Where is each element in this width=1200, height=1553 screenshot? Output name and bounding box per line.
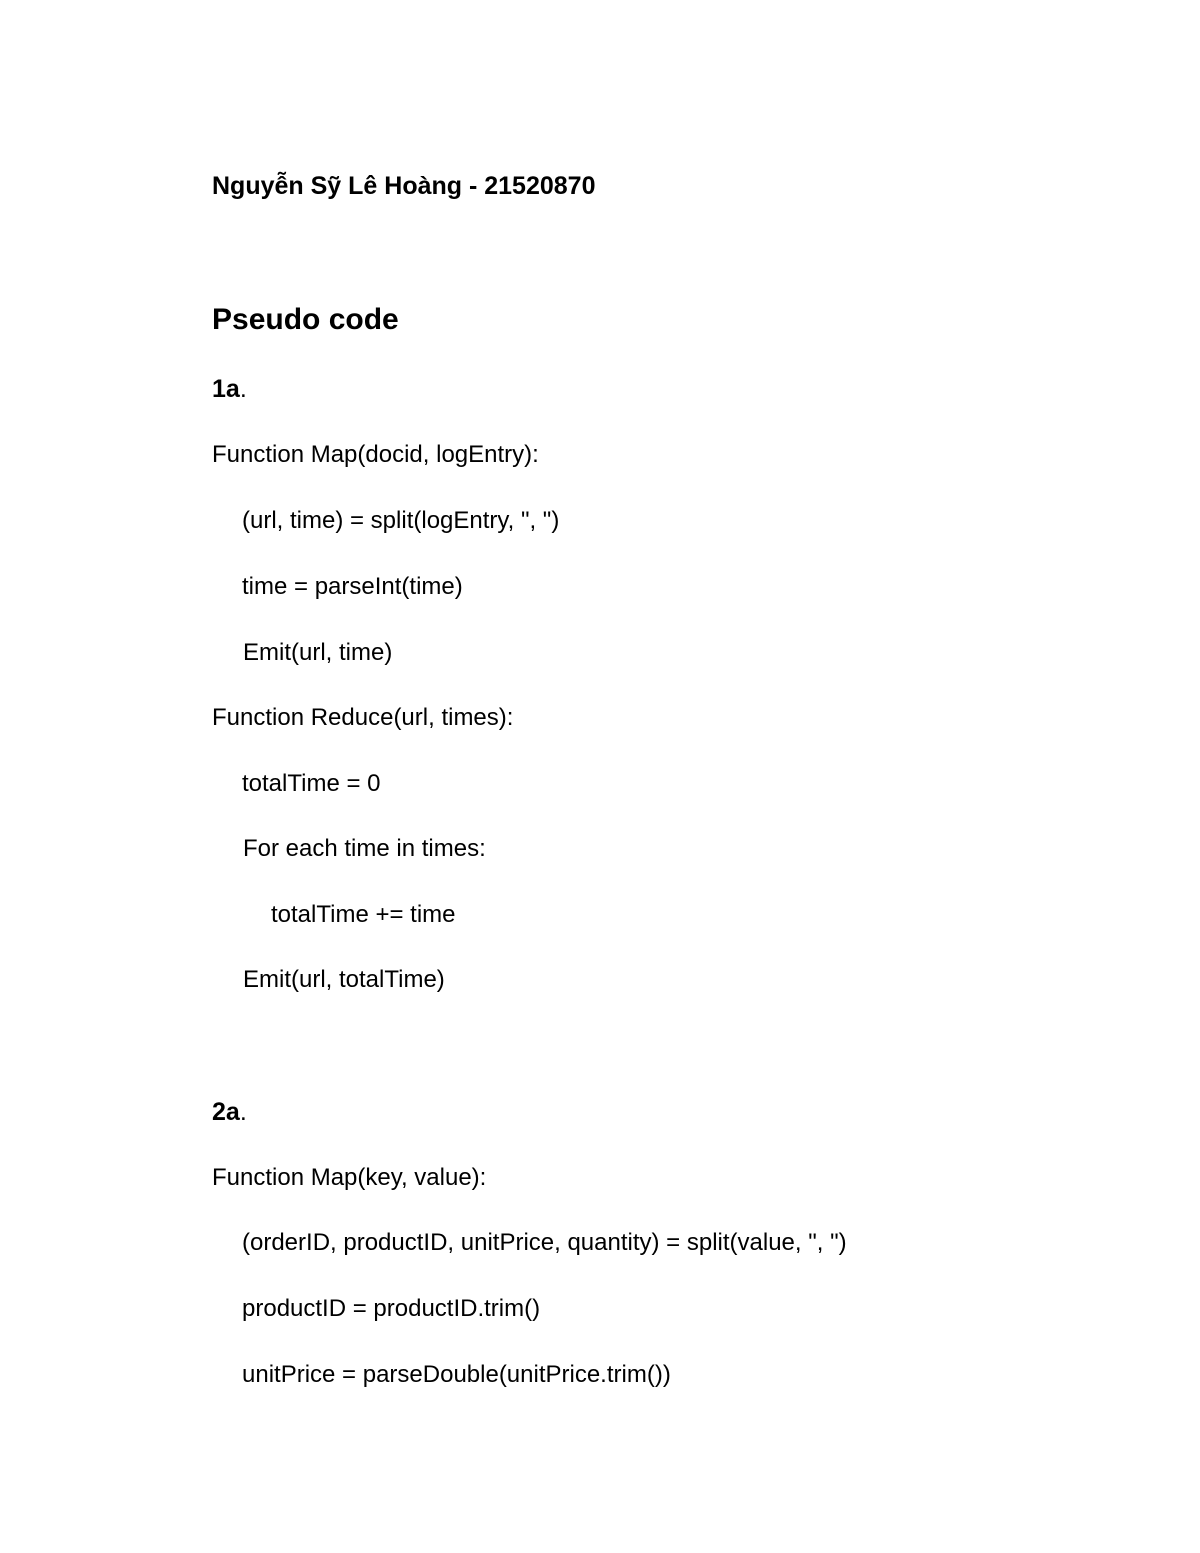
code-line: Emit(url, totalTime) [243,966,445,993]
code-line: Emit(url, time) [243,639,393,666]
page-heading: Pseudo code [212,303,399,336]
code-line: Function Map(key, value): [212,1164,487,1191]
code-line: totalTime = 0 [242,770,381,797]
code-line: (orderID, productID, unitPrice, quantity) = split(value, ", ") [242,1229,847,1256]
section-label-2a [212,1098,247,1126]
section-label-text: 1a [212,375,240,403]
code-line: For each time in times: [243,835,486,862]
section-label-1a [212,375,247,403]
code-line: productID = productID.trim() [242,1295,541,1322]
code-line: totalTime += time [271,901,456,928]
section-label-punct: . [239,1098,247,1126]
code-line: Function Map(docid, logEntry): [212,441,539,468]
code-line: (url, time) = split(logEntry, ", ") [242,507,560,534]
author-line: Nguyễn Sỹ Lê Hoàng - 21520870 [212,172,596,200]
section-label-text: 2a [212,1098,240,1126]
code-line: Function Reduce(url, times): [212,704,514,731]
section-label-punct: . [239,375,247,403]
code-line: unitPrice = parseDouble(unitPrice.trim()) [242,1361,671,1388]
code-line: time = parseInt(time) [242,573,463,600]
